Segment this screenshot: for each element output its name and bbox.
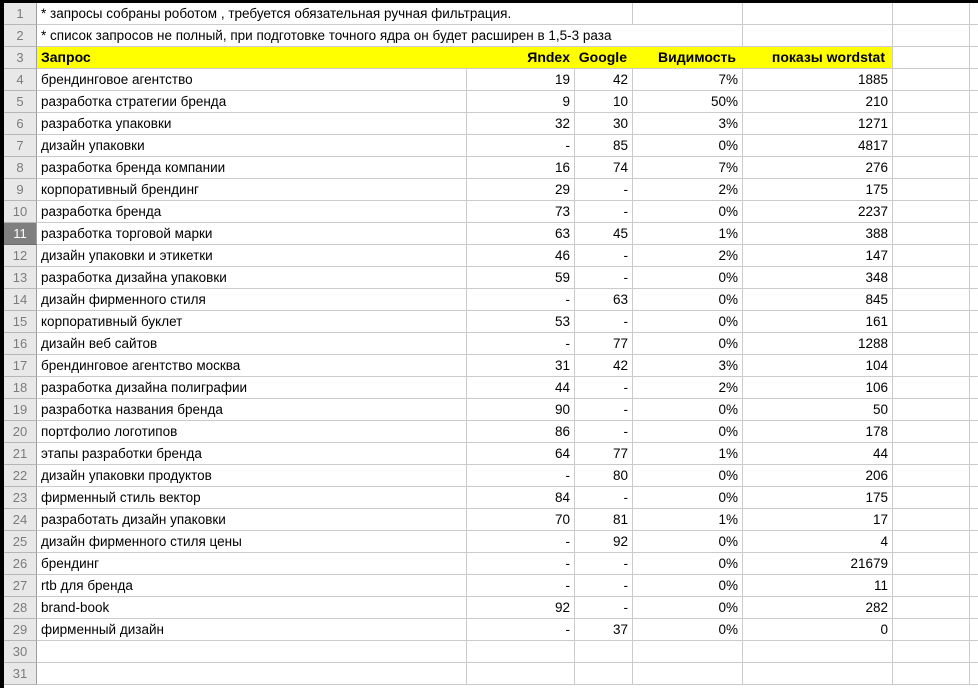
- row-number[interactable]: 11: [4, 223, 37, 245]
- visibility-cell[interactable]: 2%: [633, 245, 743, 267]
- query-cell[interactable]: разработка торговой марки: [37, 223, 467, 245]
- empty-cell[interactable]: [893, 575, 970, 597]
- empty-cell-edge[interactable]: [970, 113, 978, 135]
- row-number[interactable]: 22: [4, 465, 37, 487]
- empty-cell[interactable]: [633, 663, 743, 685]
- visibility-cell[interactable]: 7%: [633, 69, 743, 91]
- visibility-cell[interactable]: 0%: [633, 399, 743, 421]
- google-position-cell[interactable]: -: [575, 597, 633, 619]
- visibility-cell[interactable]: 7%: [633, 157, 743, 179]
- wordstat-cell[interactable]: 44: [743, 443, 893, 465]
- yandex-position-cell[interactable]: 46: [467, 245, 575, 267]
- row-number[interactable]: 29: [4, 619, 37, 641]
- row-number[interactable]: 12: [4, 245, 37, 267]
- google-position-cell[interactable]: 77: [575, 333, 633, 355]
- table-row: [4, 509, 978, 531]
- visibility-cell[interactable]: 3%: [633, 113, 743, 135]
- yandex-position-cell[interactable]: 9: [467, 91, 575, 113]
- visibility-cell[interactable]: 0%: [633, 267, 743, 289]
- column-header-query[interactable]: Запрос: [41, 49, 91, 65]
- wordstat-cell[interactable]: 206: [743, 465, 893, 487]
- empty-cell[interactable]: [743, 641, 893, 663]
- row-number[interactable]: 9: [4, 179, 37, 201]
- query-cell[interactable]: дизайн упаковки продуктов: [37, 465, 467, 487]
- wordstat-cell[interactable]: 175: [743, 487, 893, 509]
- empty-cell[interactable]: [893, 333, 970, 355]
- google-position-cell[interactable]: -: [575, 311, 633, 333]
- empty-cell-edge[interactable]: [970, 245, 978, 267]
- empty-cell-edge[interactable]: [970, 421, 978, 443]
- wordstat-cell[interactable]: 147: [743, 245, 893, 267]
- empty-cell[interactable]: [467, 641, 575, 663]
- visibility-cell[interactable]: 0%: [633, 421, 743, 443]
- table-row: [4, 157, 978, 179]
- empty-cell[interactable]: [893, 91, 970, 113]
- row-number[interactable]: 31: [4, 663, 37, 685]
- empty-cell-edge[interactable]: [970, 47, 978, 69]
- empty-cell[interactable]: [893, 135, 970, 157]
- wordstat-cell[interactable]: 178: [743, 421, 893, 443]
- empty-cell[interactable]: [37, 641, 467, 663]
- row-number[interactable]: 27: [4, 575, 37, 597]
- yandex-position-cell[interactable]: -: [467, 333, 575, 355]
- empty-cell[interactable]: [893, 223, 970, 245]
- visibility-cell[interactable]: 2%: [633, 377, 743, 399]
- yandex-position-cell[interactable]: 92: [467, 597, 575, 619]
- empty-cell[interactable]: [743, 25, 893, 47]
- query-cell[interactable]: rtb для бренда: [37, 575, 467, 597]
- empty-cell-edge[interactable]: [970, 619, 978, 641]
- table-row: [4, 267, 978, 289]
- table-row: [4, 223, 978, 245]
- empty-cell[interactable]: [893, 267, 970, 289]
- empty-row: [4, 641, 978, 663]
- yandex-position-cell[interactable]: -: [467, 289, 575, 311]
- visibility-cell[interactable]: 0%: [633, 553, 743, 575]
- visibility-cell[interactable]: 0%: [633, 487, 743, 509]
- row-number[interactable]: 6: [4, 113, 37, 135]
- empty-cell[interactable]: [893, 355, 970, 377]
- visibility-cell[interactable]: 1%: [633, 443, 743, 465]
- table-row: [4, 201, 978, 223]
- empty-cell-edge[interactable]: [970, 553, 978, 575]
- table-row: [4, 575, 978, 597]
- row-number[interactable]: 14: [4, 289, 37, 311]
- table-row: [4, 69, 978, 91]
- empty-cell-edge[interactable]: [970, 443, 978, 465]
- visibility-cell[interactable]: 50%: [633, 91, 743, 113]
- row-number[interactable]: 15: [4, 311, 37, 333]
- column-header-wordstat[interactable]: показы wordstat: [771, 49, 885, 65]
- google-position-cell[interactable]: 81: [575, 509, 633, 531]
- google-position-cell[interactable]: 30: [575, 113, 633, 135]
- row-number[interactable]: 8: [4, 157, 37, 179]
- note-row-2: [4, 25, 978, 47]
- empty-cell[interactable]: [893, 201, 970, 223]
- google-position-cell[interactable]: -: [575, 179, 633, 201]
- query-cell[interactable]: брендинг: [37, 553, 467, 575]
- row-number[interactable]: 25: [4, 531, 37, 553]
- yandex-position-cell[interactable]: 31: [467, 355, 575, 377]
- empty-cell[interactable]: [893, 113, 970, 135]
- query-cell[interactable]: корпоративный брендинг: [37, 179, 467, 201]
- table-row: [4, 333, 978, 355]
- empty-cell-edge[interactable]: [970, 311, 978, 333]
- google-position-cell[interactable]: 74: [575, 157, 633, 179]
- column-header-yandex[interactable]: Яndex: [527, 49, 570, 65]
- wordstat-cell[interactable]: 210: [743, 91, 893, 113]
- table-row: [4, 597, 978, 619]
- empty-cell[interactable]: [893, 311, 970, 333]
- empty-cell-edge[interactable]: [970, 487, 978, 509]
- empty-row: [4, 663, 978, 685]
- google-position-cell[interactable]: 80: [575, 465, 633, 487]
- empty-cell[interactable]: [893, 553, 970, 575]
- yandex-position-cell[interactable]: 53: [467, 311, 575, 333]
- query-cell[interactable]: разработка названия бренда: [37, 399, 467, 421]
- wordstat-cell[interactable]: 282: [743, 597, 893, 619]
- empty-cell[interactable]: [893, 619, 970, 641]
- visibility-cell[interactable]: 0%: [633, 465, 743, 487]
- yandex-position-cell[interactable]: 90: [467, 399, 575, 421]
- google-position-cell[interactable]: -: [575, 377, 633, 399]
- wordstat-cell[interactable]: 1271: [743, 113, 893, 135]
- google-position-cell[interactable]: 63: [575, 289, 633, 311]
- empty-cell[interactable]: [467, 663, 575, 685]
- google-position-cell[interactable]: 92: [575, 531, 633, 553]
- table-row: [4, 531, 978, 553]
- google-position-cell[interactable]: -: [575, 487, 633, 509]
- query-cell[interactable]: разработка бренда компании: [37, 157, 467, 179]
- wordstat-cell[interactable]: 21679: [743, 553, 893, 575]
- google-position-cell[interactable]: 10: [575, 91, 633, 113]
- row-number[interactable]: 20: [4, 421, 37, 443]
- yandex-position-cell[interactable]: 73: [467, 201, 575, 223]
- wordstat-cell[interactable]: 845: [743, 289, 893, 311]
- wordstat-cell[interactable]: 106: [743, 377, 893, 399]
- table-row: [4, 421, 978, 443]
- empty-cell[interactable]: [893, 157, 970, 179]
- row-number[interactable]: 3: [4, 47, 37, 69]
- header-band: [37, 47, 893, 69]
- empty-cell[interactable]: [633, 641, 743, 663]
- empty-cell-edge[interactable]: [970, 91, 978, 113]
- empty-cell-edge[interactable]: [970, 333, 978, 355]
- table-row: [4, 179, 978, 201]
- visibility-cell[interactable]: 0%: [633, 597, 743, 619]
- row-number[interactable]: 23: [4, 487, 37, 509]
- empty-cell[interactable]: [893, 443, 970, 465]
- empty-cell[interactable]: [37, 663, 467, 685]
- wordstat-cell[interactable]: 348: [743, 267, 893, 289]
- empty-cell-edge[interactable]: [970, 531, 978, 553]
- yandex-position-cell[interactable]: 84: [467, 487, 575, 509]
- empty-cell[interactable]: [893, 421, 970, 443]
- empty-cell-edge[interactable]: [970, 179, 978, 201]
- visibility-cell[interactable]: 0%: [633, 619, 743, 641]
- empty-cell[interactable]: [893, 641, 970, 663]
- empty-cell-edge[interactable]: [970, 663, 978, 685]
- row-number[interactable]: 13: [4, 267, 37, 289]
- table-row: [4, 465, 978, 487]
- google-position-cell[interactable]: -: [575, 267, 633, 289]
- google-position-cell[interactable]: -: [575, 201, 633, 223]
- yandex-position-cell[interactable]: 44: [467, 377, 575, 399]
- row-number[interactable]: 18: [4, 377, 37, 399]
- table-row: [4, 399, 978, 421]
- row-number[interactable]: 26: [4, 553, 37, 575]
- query-cell[interactable]: дизайн фирменного стиля цены: [37, 531, 467, 553]
- wordstat-cell[interactable]: 4817: [743, 135, 893, 157]
- wordstat-cell[interactable]: 1288: [743, 333, 893, 355]
- table-row: [4, 135, 978, 157]
- visibility-cell[interactable]: 1%: [633, 509, 743, 531]
- table-row: [4, 91, 978, 113]
- wordstat-cell[interactable]: 4: [743, 531, 893, 553]
- google-position-cell[interactable]: -: [575, 421, 633, 443]
- table-row: [4, 553, 978, 575]
- yandex-position-cell[interactable]: 59: [467, 267, 575, 289]
- visibility-cell[interactable]: 0%: [633, 575, 743, 597]
- note-row-1: [4, 3, 978, 25]
- empty-cell-edge[interactable]: [970, 3, 978, 25]
- yandex-position-cell[interactable]: 32: [467, 113, 575, 135]
- wordstat-cell[interactable]: 2237: [743, 201, 893, 223]
- table-row: [4, 355, 978, 377]
- row-number[interactable]: 24: [4, 509, 37, 531]
- empty-cell-edge[interactable]: [970, 69, 978, 91]
- query-cell[interactable]: разработка дизайна полиграфии: [37, 377, 467, 399]
- query-cell[interactable]: фирменный дизайн: [37, 619, 467, 641]
- google-position-cell[interactable]: 77: [575, 443, 633, 465]
- visibility-cell[interactable]: 1%: [633, 223, 743, 245]
- empty-cell-edge[interactable]: [970, 267, 978, 289]
- query-cell[interactable]: дизайн фирменного стиля: [37, 289, 467, 311]
- wordstat-cell[interactable]: 11: [743, 575, 893, 597]
- google-position-cell[interactable]: -: [575, 553, 633, 575]
- wordstat-cell[interactable]: 388: [743, 223, 893, 245]
- empty-cell-edge[interactable]: [970, 25, 978, 47]
- row-number[interactable]: 30: [4, 641, 37, 663]
- empty-cell[interactable]: [893, 69, 970, 91]
- yandex-position-cell[interactable]: -: [467, 553, 575, 575]
- empty-cell-edge[interactable]: [970, 201, 978, 223]
- yandex-position-cell[interactable]: 19: [467, 69, 575, 91]
- yandex-position-cell[interactable]: -: [467, 575, 575, 597]
- yandex-position-cell[interactable]: 64: [467, 443, 575, 465]
- empty-cell[interactable]: [893, 399, 970, 421]
- empty-cell-edge[interactable]: [970, 597, 978, 619]
- empty-cell-edge[interactable]: [970, 575, 978, 597]
- yandex-position-cell[interactable]: -: [467, 135, 575, 157]
- query-cell[interactable]: дизайн веб сайтов: [37, 333, 467, 355]
- yandex-position-cell[interactable]: 63: [467, 223, 575, 245]
- query-cell[interactable]: разработка бренда: [37, 201, 467, 223]
- visibility-cell[interactable]: 0%: [633, 289, 743, 311]
- header-row: [4, 47, 978, 69]
- row-number[interactable]: 10: [4, 201, 37, 223]
- query-cell[interactable]: этапы разработки бренда: [37, 443, 467, 465]
- empty-cell[interactable]: [893, 47, 970, 69]
- wordstat-cell[interactable]: 17: [743, 509, 893, 531]
- query-cell[interactable]: дизайн упаковки и этикетки: [37, 245, 467, 267]
- table-row: [4, 443, 978, 465]
- empty-cell[interactable]: [743, 663, 893, 685]
- row-number[interactable]: 17: [4, 355, 37, 377]
- table-row: [4, 377, 978, 399]
- empty-cell[interactable]: [893, 245, 970, 267]
- empty-cell[interactable]: [893, 289, 970, 311]
- query-cell[interactable]: разработать дизайн упаковки: [37, 509, 467, 531]
- yandex-position-cell[interactable]: -: [467, 531, 575, 553]
- google-position-cell[interactable]: 45: [575, 223, 633, 245]
- wordstat-cell[interactable]: 104: [743, 355, 893, 377]
- google-position-cell[interactable]: -: [575, 399, 633, 421]
- note-cell[interactable]: * список запросов не полный, при подготовке точного ядра он будет расширен в 1,5-3 раза: [37, 25, 743, 47]
- column-header-visibility[interactable]: Видимость: [658, 49, 736, 65]
- empty-cell[interactable]: [633, 3, 743, 25]
- row-number[interactable]: 21: [4, 443, 37, 465]
- empty-cell[interactable]: [893, 509, 970, 531]
- column-header-google[interactable]: Google: [578, 49, 627, 65]
- empty-cell[interactable]: [893, 25, 970, 47]
- query-cell[interactable]: brand-book: [37, 597, 467, 619]
- table-row: [4, 113, 978, 135]
- empty-cell[interactable]: [893, 465, 970, 487]
- yandex-position-cell[interactable]: -: [467, 619, 575, 641]
- table-row: [4, 245, 978, 267]
- yandex-position-cell[interactable]: 16: [467, 157, 575, 179]
- google-position-cell[interactable]: 37: [575, 619, 633, 641]
- query-cell[interactable]: разработка стратегии бренда: [37, 91, 467, 113]
- empty-cell[interactable]: [893, 3, 970, 25]
- google-position-cell[interactable]: -: [575, 575, 633, 597]
- google-position-cell[interactable]: -: [575, 245, 633, 267]
- wordstat-cell[interactable]: 276: [743, 157, 893, 179]
- yandex-position-cell[interactable]: 86: [467, 421, 575, 443]
- empty-cell-edge[interactable]: [970, 223, 978, 245]
- row-number[interactable]: 28: [4, 597, 37, 619]
- visibility-cell[interactable]: 0%: [633, 531, 743, 553]
- row-number[interactable]: 19: [4, 399, 37, 421]
- query-cell[interactable]: фирменный стиль вектор: [37, 487, 467, 509]
- empty-cell[interactable]: [575, 663, 633, 685]
- table-row: [4, 289, 978, 311]
- query-cell[interactable]: корпоративный буклет: [37, 311, 467, 333]
- visibility-cell[interactable]: 2%: [633, 179, 743, 201]
- wordstat-cell[interactable]: 161: [743, 311, 893, 333]
- visibility-cell[interactable]: 0%: [633, 135, 743, 157]
- wordstat-cell[interactable]: 175: [743, 179, 893, 201]
- query-cell[interactable]: брендинговое агентство москва: [37, 355, 467, 377]
- empty-cell[interactable]: [893, 597, 970, 619]
- row-number[interactable]: 4: [4, 69, 37, 91]
- empty-cell-edge[interactable]: [970, 377, 978, 399]
- row-number[interactable]: 5: [4, 91, 37, 113]
- google-position-cell[interactable]: 42: [575, 69, 633, 91]
- visibility-cell[interactable]: 0%: [633, 311, 743, 333]
- row-number[interactable]: 1: [4, 3, 37, 25]
- query-cell[interactable]: портфолио логотипов: [37, 421, 467, 443]
- empty-cell-edge[interactable]: [970, 157, 978, 179]
- empty-cell-edge[interactable]: [970, 289, 978, 311]
- row-number[interactable]: 7: [4, 135, 37, 157]
- empty-cell-edge[interactable]: [970, 135, 978, 157]
- empty-cell-edge[interactable]: [970, 355, 978, 377]
- wordstat-cell[interactable]: 0: [743, 619, 893, 641]
- data-rows: [4, 69, 978, 641]
- row-number[interactable]: 2: [4, 25, 37, 47]
- wordstat-cell[interactable]: 1885: [743, 69, 893, 91]
- empty-cell-edge[interactable]: [970, 399, 978, 421]
- table-row: [4, 619, 978, 641]
- visibility-cell[interactable]: 3%: [633, 355, 743, 377]
- query-cell[interactable]: разработка дизайна упаковки: [37, 267, 467, 289]
- yandex-position-cell[interactable]: 29: [467, 179, 575, 201]
- empty-cell[interactable]: [893, 377, 970, 399]
- google-position-cell[interactable]: 42: [575, 355, 633, 377]
- empty-cell[interactable]: [893, 487, 970, 509]
- visibility-cell[interactable]: 0%: [633, 201, 743, 223]
- visibility-cell[interactable]: 0%: [633, 333, 743, 355]
- wordstat-cell[interactable]: 50: [743, 399, 893, 421]
- note-cell[interactable]: * запросы собраны роботом , требуется обязательная ручная фильтрация.: [37, 3, 633, 25]
- google-position-cell[interactable]: 85: [575, 135, 633, 157]
- query-cell[interactable]: брендинговое агентство: [37, 69, 467, 91]
- table-row: [4, 487, 978, 509]
- yandex-position-cell[interactable]: 70: [467, 509, 575, 531]
- empty-cell[interactable]: [893, 531, 970, 553]
- empty-cell-edge[interactable]: [970, 465, 978, 487]
- empty-cell-edge[interactable]: [970, 509, 978, 531]
- empty-cell-edge[interactable]: [970, 641, 978, 663]
- empty-cell[interactable]: [893, 179, 970, 201]
- query-cell[interactable]: дизайн упаковки: [37, 135, 467, 157]
- query-cell[interactable]: разработка упаковки: [37, 113, 467, 135]
- table-row: [4, 311, 978, 333]
- row-number[interactable]: 16: [4, 333, 37, 355]
- empty-cell[interactable]: [575, 641, 633, 663]
- yandex-position-cell[interactable]: -: [467, 465, 575, 487]
- empty-cell[interactable]: [743, 3, 893, 25]
- empty-cell[interactable]: [893, 663, 970, 685]
